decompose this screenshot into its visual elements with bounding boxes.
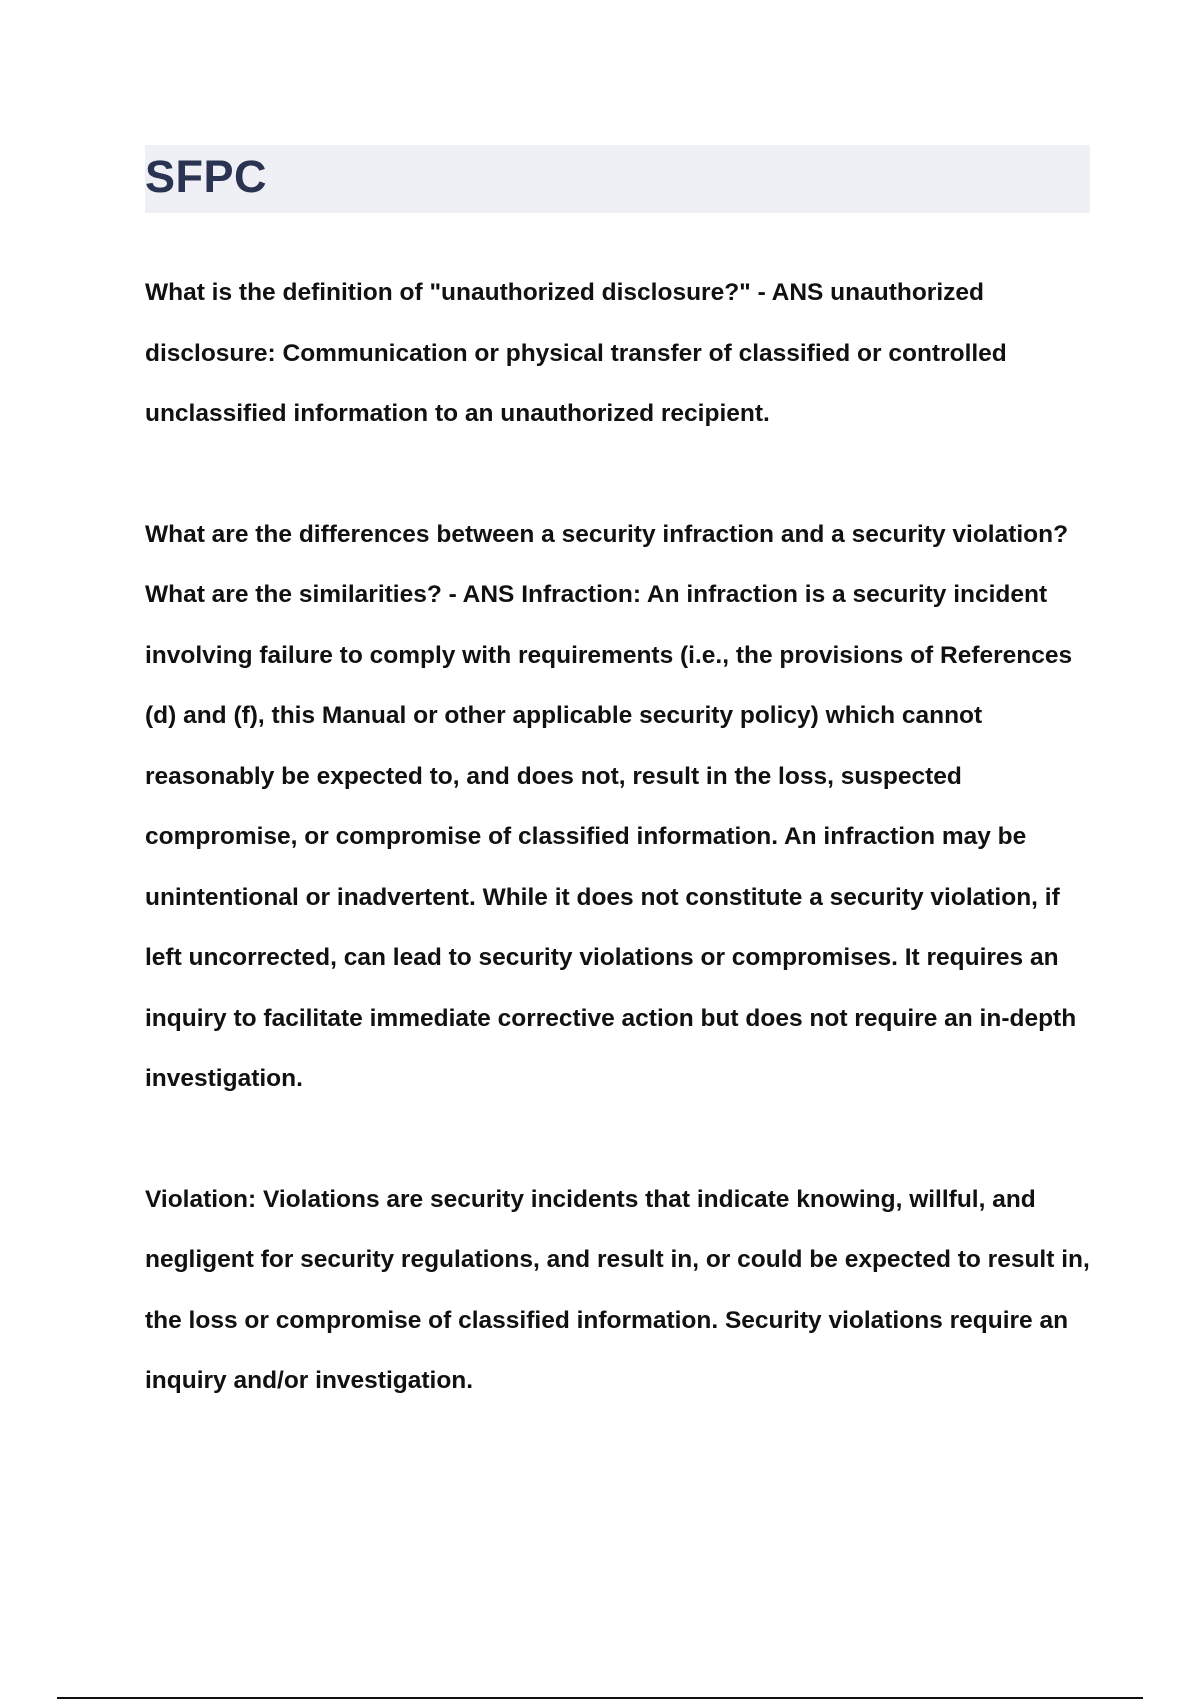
footer-divider [57, 1697, 1143, 1699]
paragraph-unauthorized-disclosure: What is the definition of "unauthorized disclosure?" - ANS unauthorized disclosure: Communication or physical transfer of classified or controlled unclassified information to an unauthorized recipient. [145, 279, 1007, 427]
title-banner [145, 145, 1090, 213]
page-title: SFPC [145, 151, 268, 202]
paragraph-violation: Violation: Violations are security incidents that indicate knowing, willful, and negligent for security regulations, and result in, or could be expected to result in, the loss or compromise of classified information. Security violations require an inquiry and/or investigation. [145, 1185, 1090, 1394]
paragraph-infraction: What are the differences between a security infraction and a security violation? What are the similarities? - ANS Infraction: An infraction is a security incident involving failure to comply with requirements (i.e., the provisions of References (d) and (f), this Manual or other applicable security policy) which cannot reasonably be expected to, and does not, result in the loss, suspected compromise, or compromise of classified information. An infraction may be unintentional or inadvertent. While it does not constitute a security violation, if left uncorrected, can lead to security violations or compromises. It requires an inquiry to facilitate immediate corrective action but does not require an in-depth investigation. [145, 520, 1077, 1092]
document-body [145, 263, 1090, 1472]
